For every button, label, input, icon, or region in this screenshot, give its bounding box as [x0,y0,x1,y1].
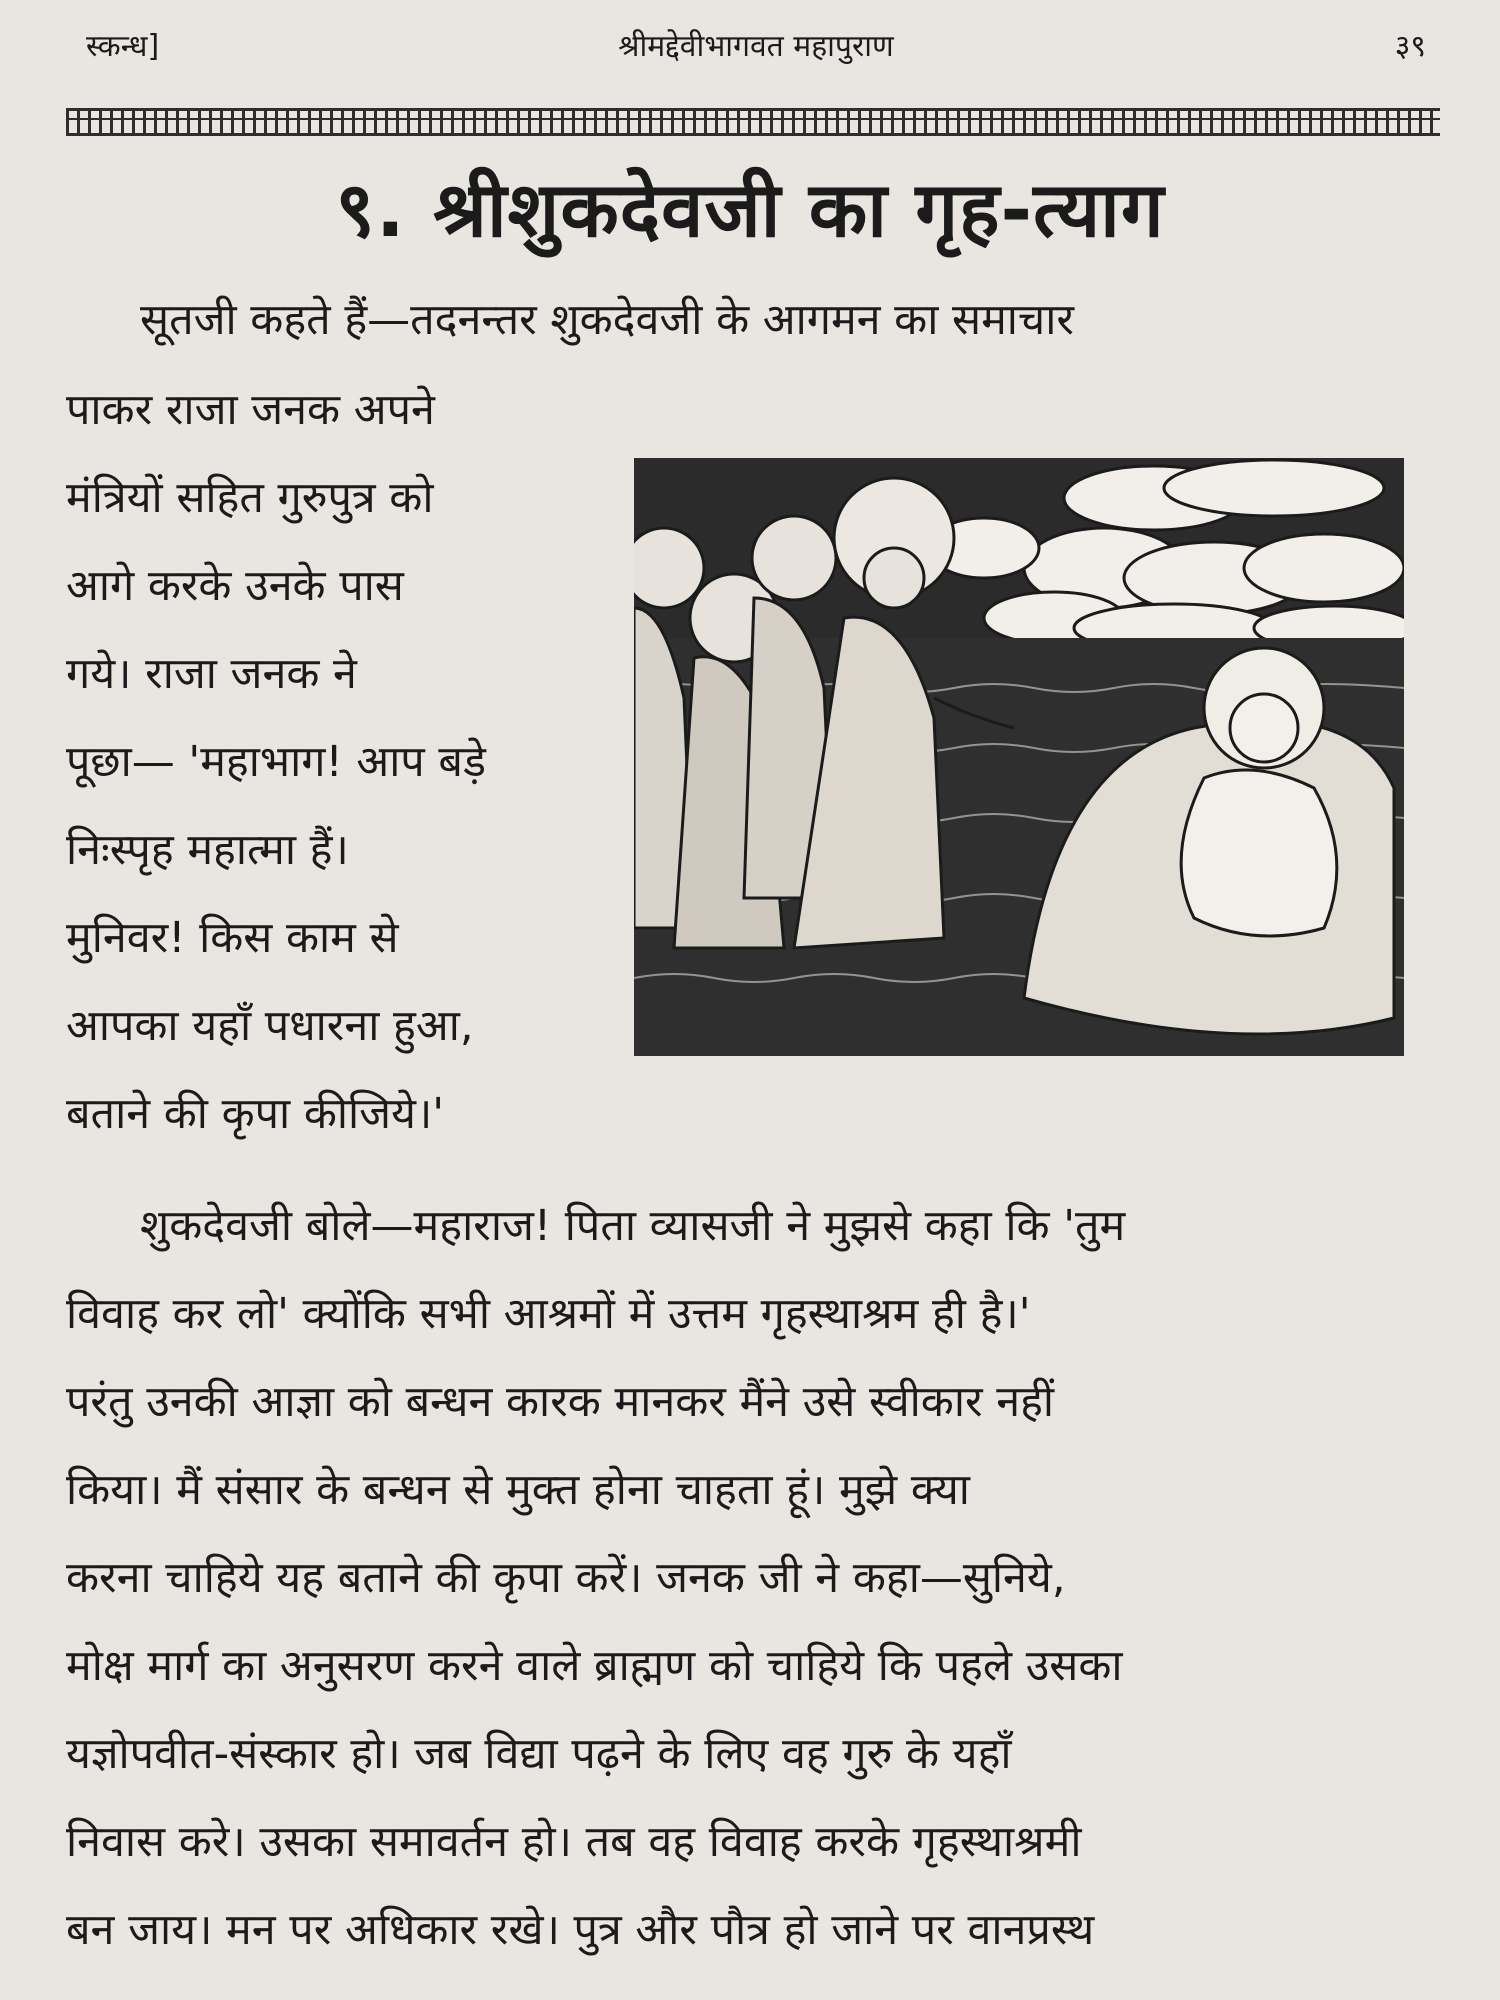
paragraph-line: विवाह कर लो' क्योंकि सभी आश्रमों में उत्तम गृहस्थाश्रम ही है।' [66,1289,1031,1339]
paragraph-line: मंत्रियों सहित गुरुपुत्र को [66,473,434,523]
paragraph-line: यज्ञोपवीत-संस्कार हो। जब विद्या पढ़ने के लिए वह गुरु के यहाँ [66,1729,1012,1779]
section-label: स्कन्ध] [86,29,160,64]
paragraph-line: पूछा— 'महाभाग! आप बड़े [66,737,486,787]
paragraph-line: मुनिवर! किस काम से [66,913,399,963]
paragraph-line: बन जाय। मन पर अधिकार रखे। पुत्र और पौत्र हो जाने पर वानप्रस्थ [66,1905,1095,1955]
paragraph-line: गये। राजा जनक ने [66,649,357,699]
paragraph-line: आपका यहाँ पधारना हुआ, [66,1001,474,1051]
paragraph-line: पाकर राजा जनक अपने [66,385,435,435]
paragraph-line: किया। मैं संसार के बन्धन से मुक्त होना चाहता हूं। मुझे क्या [66,1465,970,1515]
book-title: श्रीमद्देवीभागवत महापुराण [618,29,894,64]
paragraph-line: मोक्ष मार्ग का अनुसरण करने वाले ब्राह्मण को चाहिये कि पहले उसका [66,1641,1123,1691]
paragraph-line: निःस्पृह महात्मा हैं। [66,825,349,875]
paragraph-line: आगे करके उनके पास [66,561,404,611]
paragraph-line: परंतु उनकी आज्ञा को बन्धन कारक मानकर मैंने उसे स्वीकार नहीं [66,1377,1055,1427]
paragraph-line: बताने की कृपा कीजिये।' [66,1089,445,1139]
page-number: ३९ [1394,29,1426,64]
decorative-border [66,108,1440,136]
paragraph-line: सूतजी कहते हैं—तदनन्तर शुकदेवजी के आगमन का समाचार [140,295,1074,345]
paragraph-line: शुकदेवजी बोले—महाराज! पिता व्यासजी ने मुझसे कहा कि 'तुम [140,1201,1126,1251]
illustration-goddesses-and-child-on-leaf [634,458,1404,1056]
paragraph-line: करना चाहिये यह बताने की कृपा करें। जनक जी ने कहा—सुनिये, [66,1553,1066,1603]
running-header [86,24,1426,74]
paragraph-line: निवास करे। उसका समावर्तन हो। तब वह विवाह करके गृहस्थाश्रमी [66,1817,1082,1867]
chapter-title: ९. श्रीशुकदेवजी का गृह-त्याग [335,165,1165,254]
